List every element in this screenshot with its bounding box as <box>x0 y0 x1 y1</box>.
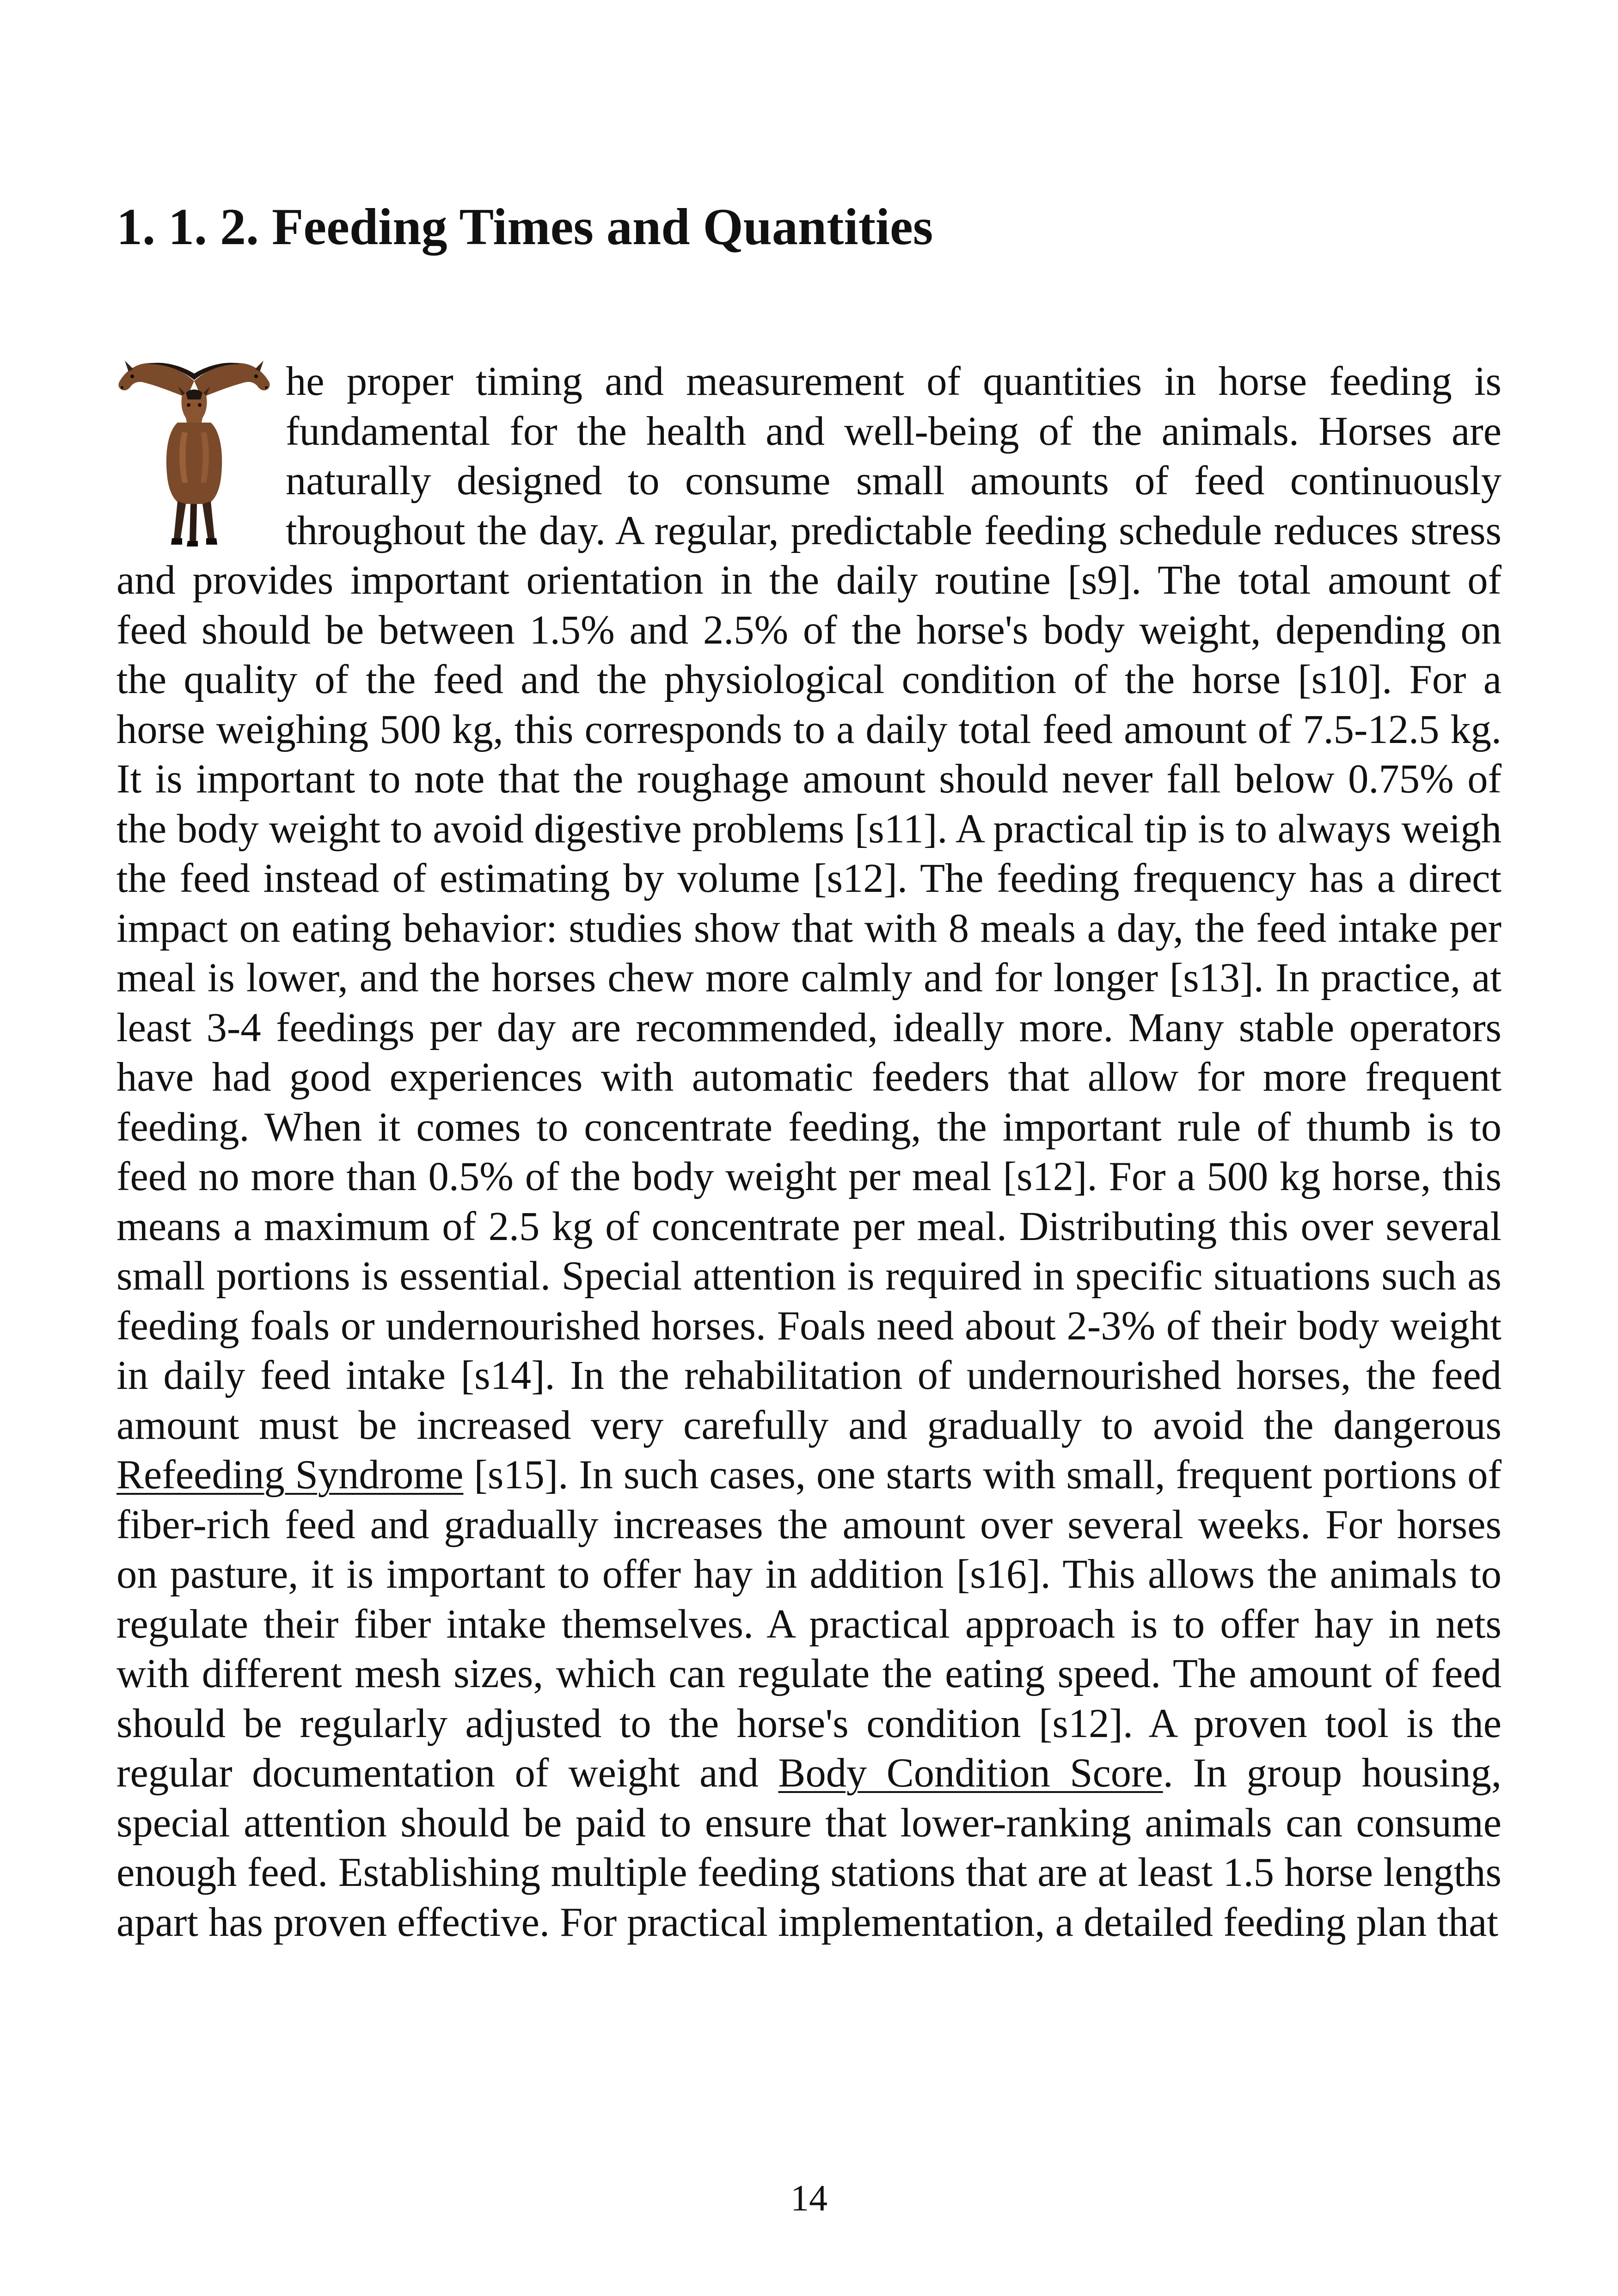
body-condition-score-link[interactable]: Body Condition Score <box>778 1750 1163 1796</box>
section-heading: 1. 1. 2. Feeding Times and Quantities <box>116 198 933 256</box>
horse-drop-cap-icon <box>113 353 276 552</box>
body-text-segment: he proper timing and measurement of quantities in horse feeding is fundamental for the health and well-being of the animals. Horses are naturally designed to consume small amounts of feed continuously throughout the day. A regular, predictable feeding schedule reduces stress and provides important orientation in the daily routine [s9]. The total amount of feed should be between 1.5% and 2.5% of the horse's body weight, depending on the quality of the feed and the physiological condition of the horse [s10]. For a horse weighing 500 kg, this corresponds to a daily total feed amount of 7.5-12.5 kg. It is important to note that the roughage amount should never fall below 0.75% of the body weight to avoid digestive problems [s11]. A practical tip is to always weigh the feed instead of estimating by volume [s12]. The feeding frequency has a direct impact on eating behavior: studies show that with 8 meals a day, the feed intake per meal is lower, and the horses chew more calmly and for longer [s13]. In practice, at least 3-4 feedings per day are recommended, ideally more. Many stable operators have had good experiences with automatic feeders that allow for more frequent feeding. When it comes to concentrate feeding, the important rule of thumb is to feed no more than 0.5% of the body weight per meal [s12]. For a 500 kg horse, this means a maximum of 2.5 kg of concentrate per meal. Distributing this over several small portions is essential. Special attention is required in specific situations such as feeding foals or undernourished horses. Foals need about 2-3% of their body weight in daily feed intake [s14]. In the rehabilitation of undernourished horses, the feed amount must be increased very carefully and gradually to avoid the dangerous <box>116 359 1502 1448</box>
body-paragraph <box>116 357 1502 1947</box>
refeeding-syndrome-link[interactable]: Refeeding Syndrome <box>116 1452 464 1498</box>
body-text-segment: [s15]. In such cases, one starts with small, frequent portions of fiber-rich feed and gradually increases the amount over several weeks. For horses on pasture, it is important to offer hay in addition [s16]. This allows the animals to regulate their fiber intake themselves. A practical approach is to offer hay in nets with different mesh sizes, which can regulate the eating speed. The amount of feed should be regularly adjusted to the horse's condition [s12]. A proven tool is the regular documentation of weight and <box>116 1452 1502 1796</box>
page-number: 14 <box>791 2178 827 2219</box>
body-text-segment: . In group housing, special attention should be paid to ensure that lower-ranking animals can consume enough feed. Establishing multiple feeding stations that are at least 1.5 horse lengths apart has proven effective. For practical implementation, a detailed feeding plan that <box>116 1750 1502 1945</box>
